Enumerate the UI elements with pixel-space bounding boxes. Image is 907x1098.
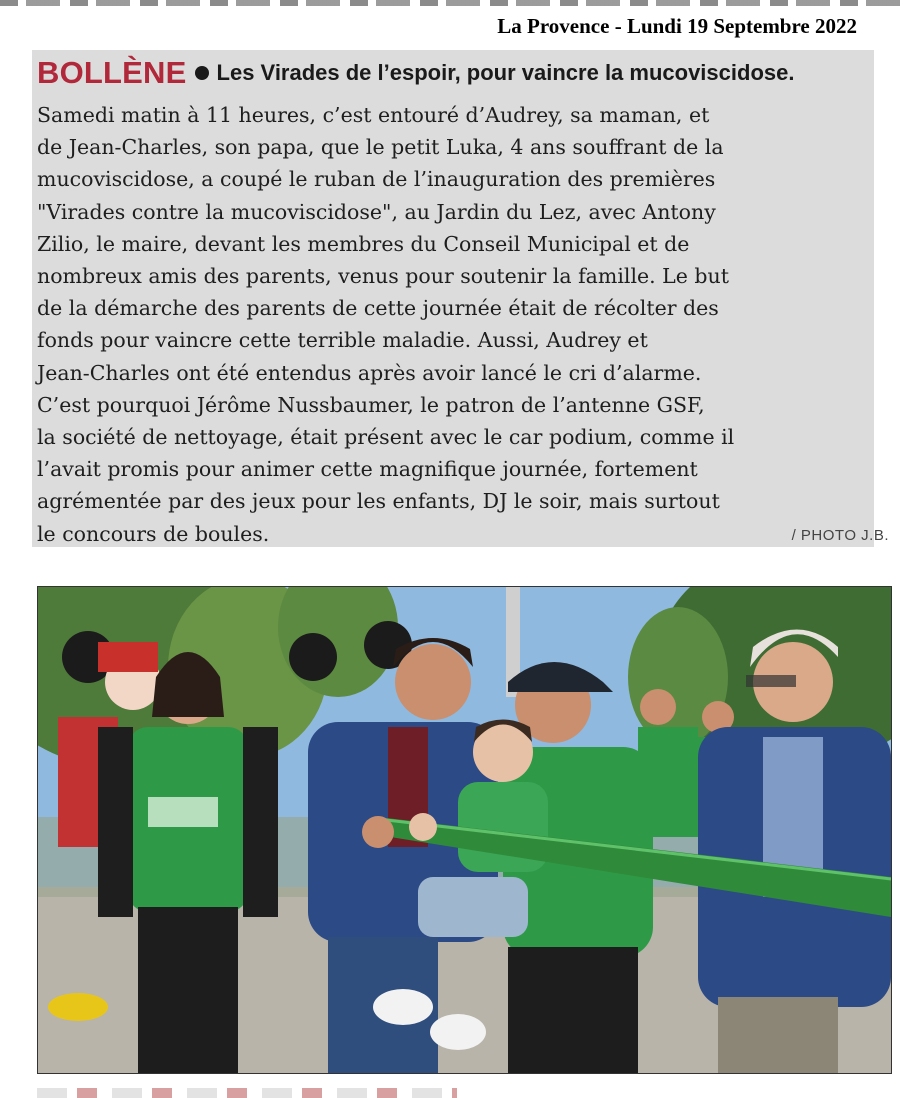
- photo-mascot-shoe: [48, 993, 108, 1021]
- photo-credit: / PHOTO J.B.: [791, 527, 889, 544]
- photo-child-hand: [409, 813, 437, 841]
- photo-elder-glasses: [746, 675, 796, 687]
- body-line: Jean-Charles ont été entendus après avoir lancé le cri d’alarme.: [37, 360, 702, 385]
- photo-woman-legs: [138, 907, 238, 1073]
- photo-hands: [362, 816, 394, 848]
- body-line: de la démarche des parents de cette journée était de récolter des: [37, 296, 719, 321]
- photo-tshirt-logo: [148, 797, 218, 827]
- photo-mascot-hat: [98, 642, 158, 672]
- masthead: La Provence - Lundi 19 Septembre 2022: [497, 14, 857, 38]
- body-line: le concours de boules.: [37, 521, 270, 546]
- article-title: Les Virades de l’espoir, pour vaincre la mucoviscidose.: [216, 60, 795, 85]
- top-scan-edge: [0, 0, 907, 6]
- body-line: nombreux amis des parents, venus pour soutenir la famille. Le but: [37, 264, 729, 289]
- bottom-scan-edge: [37, 1088, 457, 1098]
- body-line: "Virades contre la mucoviscidose", au Jardin du Lez, avec Antony: [37, 199, 716, 224]
- article-photo: [37, 586, 892, 1074]
- photo-child-shoe-1: [373, 989, 433, 1025]
- body-line: Zilio, le maire, devant les membres du Conseil Municipal et de: [37, 231, 690, 256]
- body-line: la société de nettoyage, était présent avec le car podium, comme il: [37, 425, 735, 450]
- photo-bg-person-face: [640, 689, 676, 725]
- photo-father-trousers: [508, 947, 638, 1073]
- photo-mayor-face: [395, 644, 471, 720]
- photo-woman-jacket-r: [243, 727, 278, 917]
- photo-bg-person-tshirt: [638, 727, 698, 837]
- photo-mascot2-ear: [289, 633, 337, 681]
- body-line: Samedi matin à 11 heures, c’est entouré d’Audrey, sa maman, et: [37, 103, 710, 127]
- photo-elder-trousers: [718, 997, 838, 1073]
- photo-woman-jacket-l: [98, 727, 133, 917]
- body-line: agrémentée par des jeux pour les enfants, DJ le soir, mais surtout: [37, 489, 720, 514]
- article-body: [37, 99, 889, 550]
- body-line: l’avait promis pour animer cette magnifique journée, fortement: [37, 457, 698, 482]
- headline: [37, 55, 794, 91]
- body-line: de Jean-Charles, son papa, que le petit Luka, 4 ans souffrant de la: [37, 135, 724, 160]
- photo-child-shoe-2: [430, 1014, 486, 1050]
- photo-child-trousers: [418, 877, 528, 937]
- body-line: C’est pourquoi Jérôme Nussbaumer, le patron de l’antenne GSF,: [37, 392, 705, 417]
- body-line: fonds pour vaincre cette terrible maladie. Aussi, Audrey et: [37, 328, 648, 353]
- town-name: BOLLÈNE: [37, 55, 187, 90]
- photo-illustration: [38, 587, 891, 1073]
- body-line: mucoviscidose, a coupé le ruban de l’inauguration des premières: [37, 167, 716, 192]
- bullet-icon: [195, 66, 209, 80]
